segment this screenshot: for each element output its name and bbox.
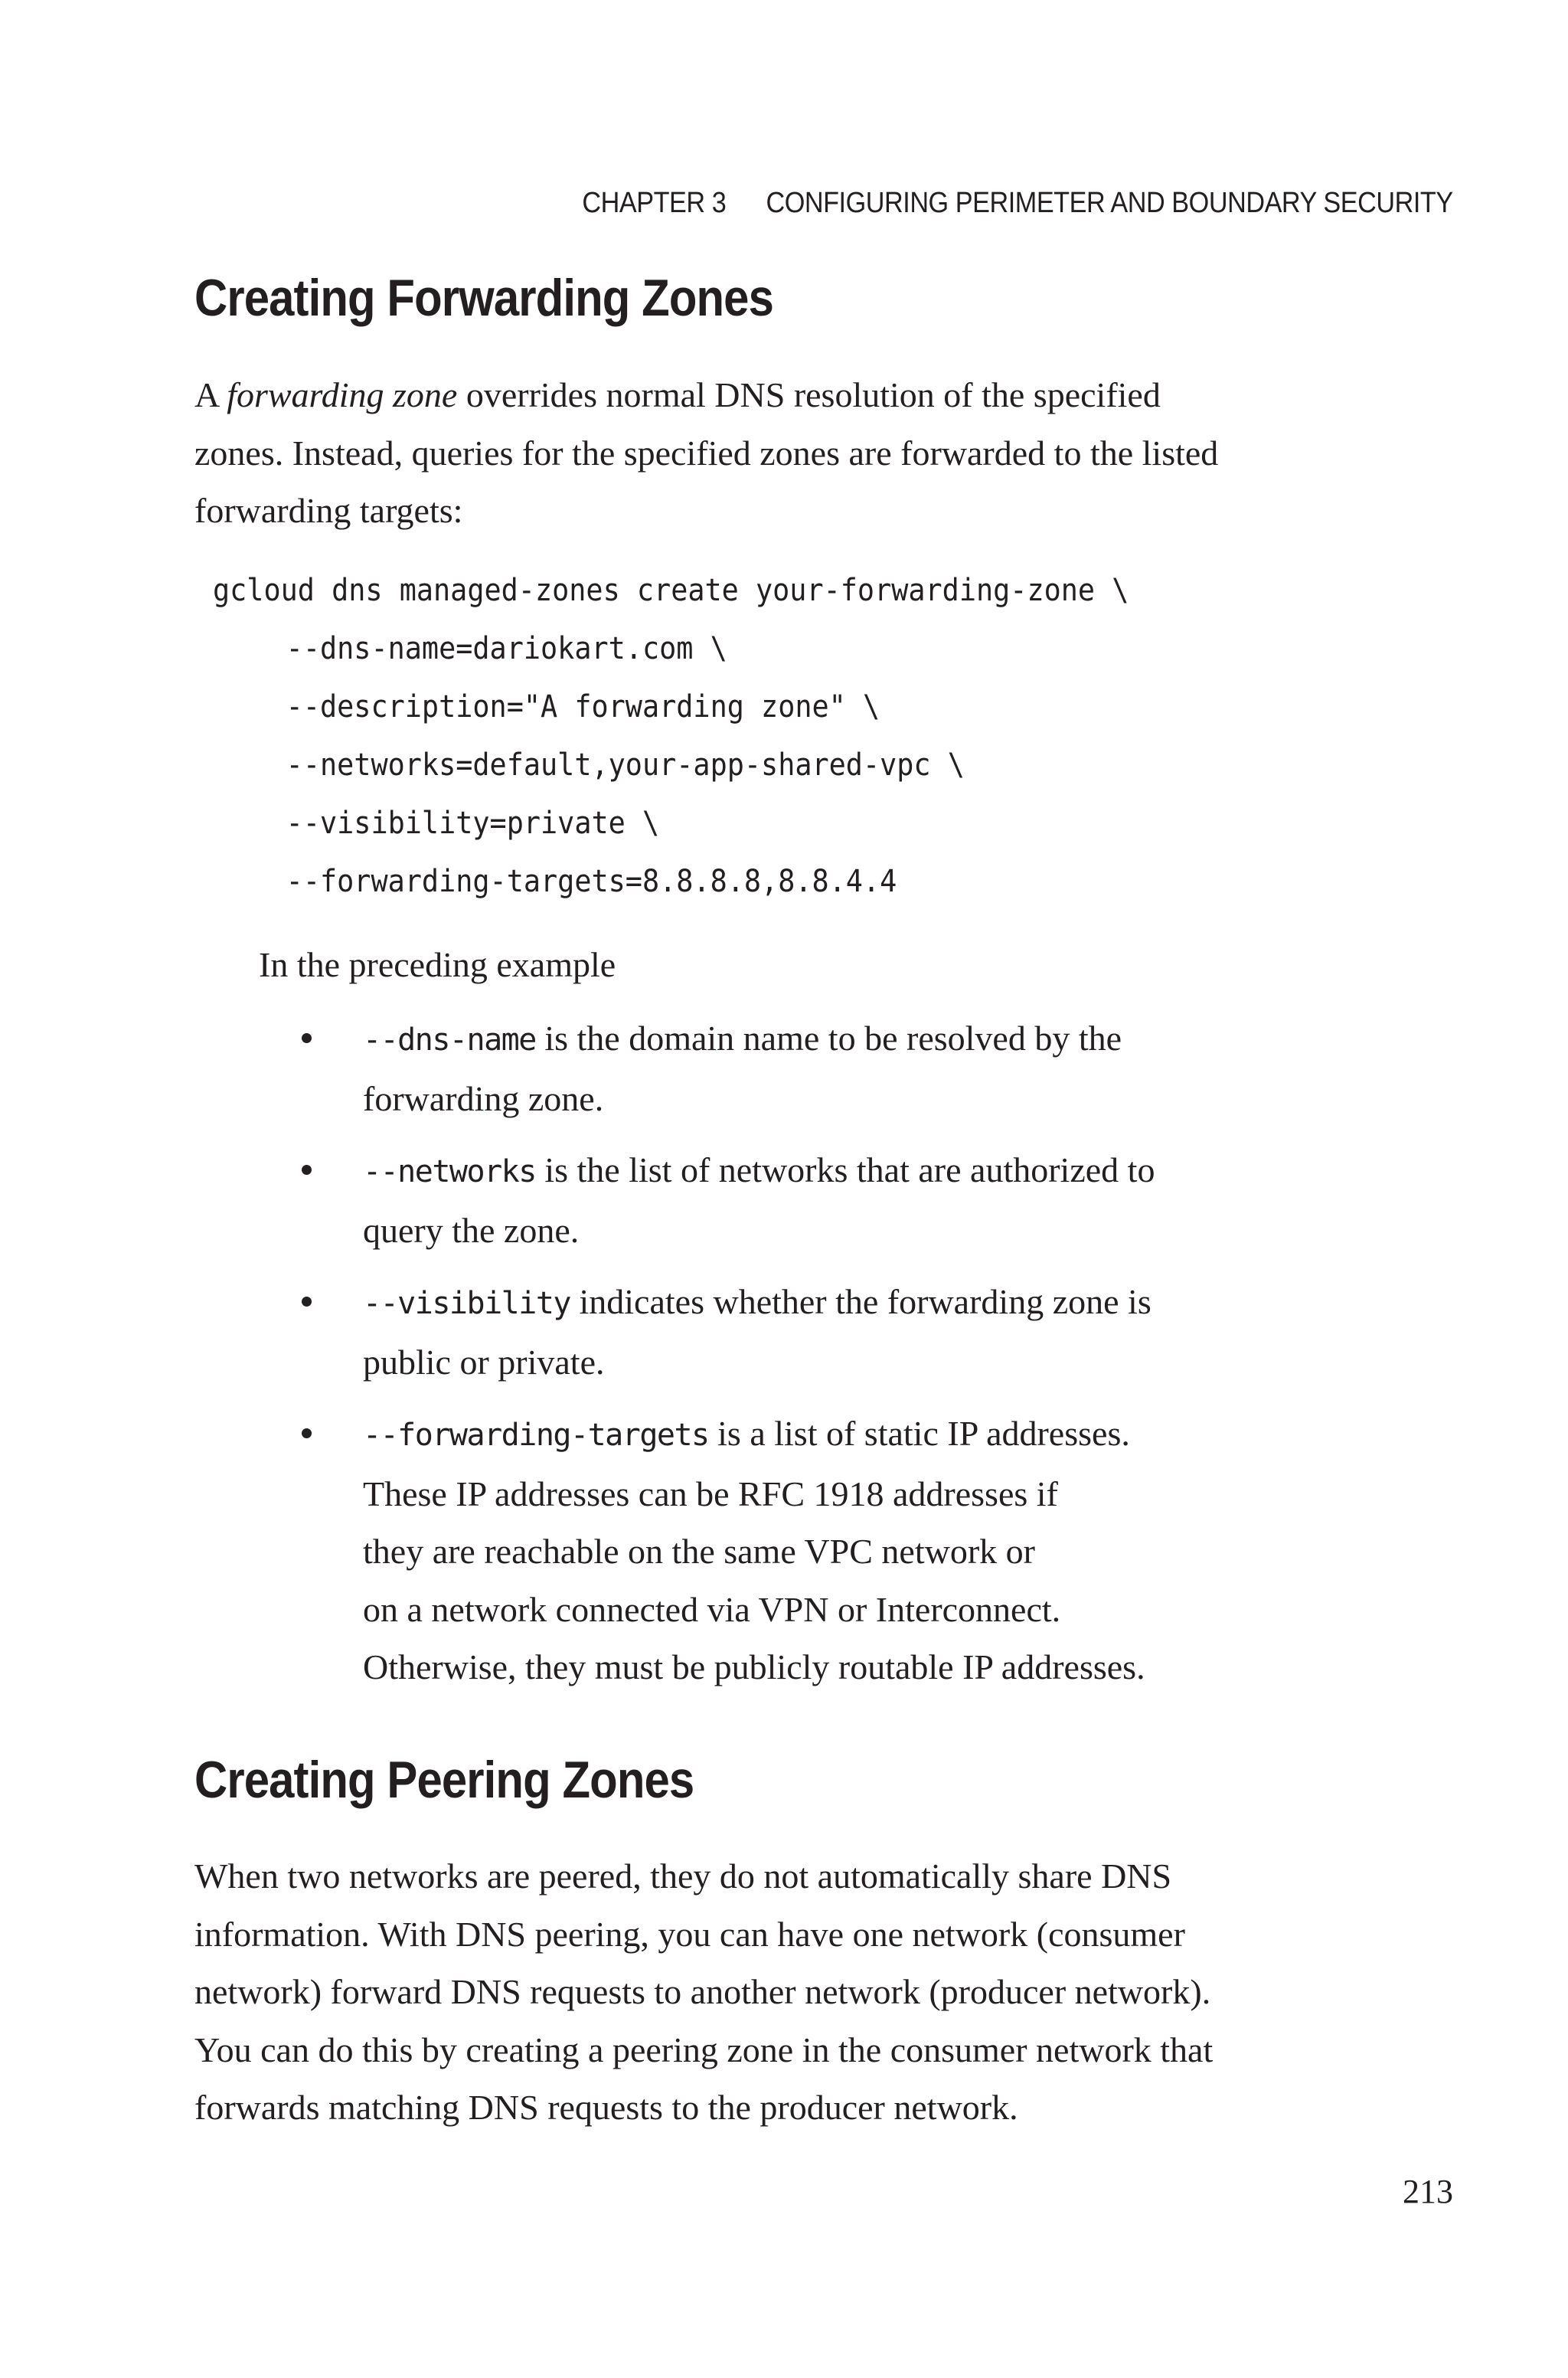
peering-zone-paragraph <box>194 1847 1465 2137</box>
intro-article: A <box>194 375 218 414</box>
code-line: gcloud dns managed-zones create your-forwarding-zone \ <box>213 573 1129 608</box>
section-heading-peering-zones: Creating Peering Zones <box>194 1751 694 1809</box>
list-item-line: Otherwise, they must be publicly routable IP addresses. <box>363 1647 1145 1686</box>
paragraph-line: When two networks are peered, they do not automatically share DNS <box>194 1856 1172 1896</box>
code-line: --visibility=private \ <box>286 806 660 841</box>
intro-line: forwarding targets: <box>194 491 463 530</box>
list-item-text <box>363 1405 1145 1696</box>
intro-term: forwarding zone <box>227 375 458 414</box>
list-item-text <box>363 1009 1122 1127</box>
section-heading-forwarding-zones: Creating Forwarding Zones <box>194 269 773 327</box>
bullet-icon <box>302 1033 312 1043</box>
list-item-line: is the list of networks that are authorized to <box>544 1150 1155 1189</box>
code-line: --forwarding-targets=8.8.8.8,8.8.4.4 <box>286 864 897 899</box>
code-line: --description="A forwarding zone" \ <box>286 689 880 725</box>
list-item-line: is a list of static IP addresses. <box>717 1414 1130 1453</box>
list-item-line: indicates whether the forwarding zone is <box>579 1282 1152 1321</box>
running-header <box>583 187 1453 220</box>
code-line: --networks=default,your-app-shared-vpc \ <box>286 747 965 783</box>
bullet-icon <box>302 1428 312 1438</box>
list-item-line: they are reachable on the same VPC network or <box>363 1532 1035 1571</box>
example-lead-text: In the preceding example <box>259 945 616 984</box>
paragraph-line: information. With DNS peering, you can have one network (consumer <box>194 1914 1185 1954</box>
list-item-line: on a network connected via VPN or Interconnect. <box>363 1589 1061 1629</box>
list-item-line: These IP addresses can be RFC 1918 addresses if <box>363 1474 1058 1513</box>
flag-name: --visibility <box>363 1286 570 1321</box>
paragraph-line: network) forward DNS requests to another network (producer network). <box>194 1972 1211 2011</box>
page-number: 213 <box>1403 2173 1453 2210</box>
list-item-line: public or private. <box>363 1342 605 1382</box>
flag-name: --dns-name <box>363 1022 536 1058</box>
code-line: --dns-name=dariokart.com \ <box>286 631 727 666</box>
flag-name: --networks <box>363 1154 536 1189</box>
list-item-text <box>363 1273 1152 1391</box>
paragraph-line: forwards matching DNS requests to the producer network. <box>194 2088 1018 2127</box>
gcloud-command-code-block <box>213 561 1129 911</box>
chapter-label: CHAPTER 3 <box>582 187 727 219</box>
chapter-title: CONFIGURING PERIMETER AND BOUNDARY SECURITY <box>766 187 1453 219</box>
list-item-text <box>363 1141 1155 1259</box>
flag-name: --forwarding-targets <box>363 1418 709 1453</box>
paragraph-line: You can do this by creating a peering zone in the consumer network that <box>194 2030 1214 2069</box>
list-item-line: forwarding zone. <box>363 1078 604 1118</box>
bullet-icon <box>302 1297 312 1307</box>
list-item-line: query the zone. <box>363 1210 580 1250</box>
bullet-icon <box>302 1165 312 1175</box>
intro-line <box>194 366 1465 424</box>
forwarding-zone-intro <box>194 366 1465 540</box>
intro-line: zones. Instead, queries for the specified zones are forwarded to the listed <box>194 433 1219 473</box>
intro-line1-rest: overrides normal DNS resolution of the specified <box>466 375 1161 414</box>
list-item-line: is the domain name to be resolved by the <box>544 1019 1122 1058</box>
